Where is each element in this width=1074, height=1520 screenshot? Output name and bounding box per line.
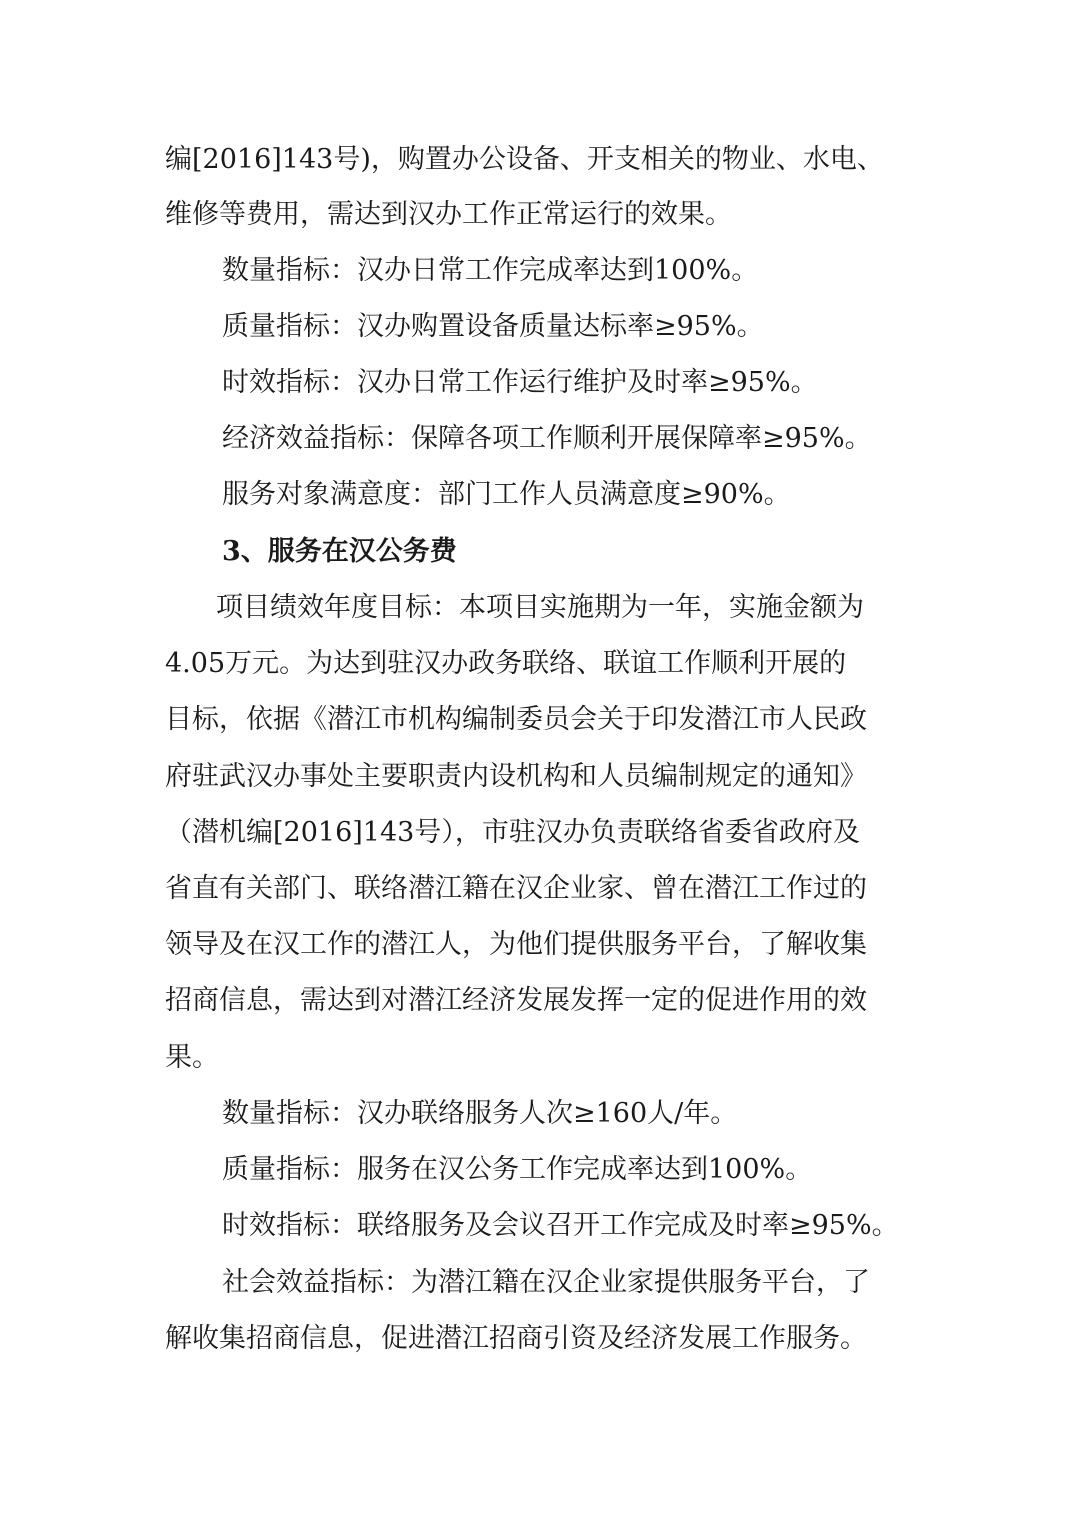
paragraph-line (0, 1030, 1074, 1086)
paragraph-line (0, 243, 1074, 299)
paragraph-line (0, 636, 1074, 692)
paragraph-line (0, 1086, 1074, 1142)
line-text: 维修等费用，需达到汉办工作正常运行的效果。 (165, 199, 732, 230)
paragraph-line (0, 467, 1074, 523)
line-text: 省直有关部门、联络潜江籍在汉企业家、曾在潜江工作过的 (165, 873, 867, 904)
paragraph-line (0, 749, 1074, 805)
line-text: 数量指标：汉办日常工作完成率达到100%。 (222, 255, 759, 286)
line-text: 数量指标：汉办联络服务人次≥160人/年。 (222, 1098, 738, 1129)
line-text: 时效指标：汉办日常工作运行维护及时率≥95%。 (222, 367, 818, 398)
paragraph-line (0, 805, 1074, 861)
line-text: 4.05万元。为达到驻汉办政务联络、联谊工作顺利开展的 (165, 648, 847, 679)
line-text: 领导及在汉工作的潜江人，为他们提供服务平台，了解收集 (165, 929, 867, 960)
paragraph-line (0, 187, 1074, 243)
line-text: 编[2016]143号)，购置办公设备、开支相关的物业、水电、 (165, 144, 884, 175)
paragraph-line (0, 355, 1074, 411)
line-text: 招商信息，需达到对潜江经济发展发挥一定的促进作用的效 (165, 985, 867, 1016)
line-text: （潜机编[2016]143号），市驻汉办负责联络省委省政府及 (165, 817, 860, 848)
section-heading (0, 524, 1074, 580)
paragraph-line (0, 917, 1074, 973)
line-text: 目标，依据《潜江市机构编制委员会关于印发潜江市人民政 (165, 704, 867, 735)
line-text: 服务对象满意度：部门工作人员满意度≥90%。 (222, 479, 791, 510)
line-text: 社会效益指标：为潜江籍在汉企业家提供服务平台，了 (222, 1267, 870, 1298)
paragraph-line (0, 1311, 1074, 1367)
paragraph-line (0, 299, 1074, 355)
paragraph-line (0, 1198, 1074, 1254)
line-text: 府驻武汉办事处主要职责内设机构和人员编制规定的通知》 (165, 761, 867, 792)
paragraph-line (0, 1142, 1074, 1198)
paragraph-line (0, 973, 1074, 1029)
paragraph-line (0, 580, 1074, 636)
line-text: 质量指标：汉办购置设备质量达标率≥95%。 (222, 311, 764, 342)
line-text: 经济效益指标：保障各项工作顺利开展保障率≥95%。 (222, 423, 872, 454)
line-text: 解收集招商信息，促进潜江招商引资及经济发展工作服务。 (165, 1323, 867, 1354)
paragraph-line (0, 1255, 1074, 1311)
paragraph-line (0, 132, 1074, 188)
heading-text: 3、服务在汉公务费 (222, 536, 457, 567)
paragraph-line (0, 861, 1074, 917)
paragraph-line (0, 411, 1074, 467)
line-text: 时效指标：联络服务及会议召开工作完成及时率≥95%。 (222, 1210, 899, 1241)
line-text: 项目绩效年度目标：本项目实施期为一年，实施金额为 (216, 592, 864, 623)
paragraph-line (0, 692, 1074, 748)
line-text: 质量指标：服务在汉公务工作完成率达到100%。 (222, 1154, 813, 1185)
line-text: 果。 (165, 1042, 219, 1073)
